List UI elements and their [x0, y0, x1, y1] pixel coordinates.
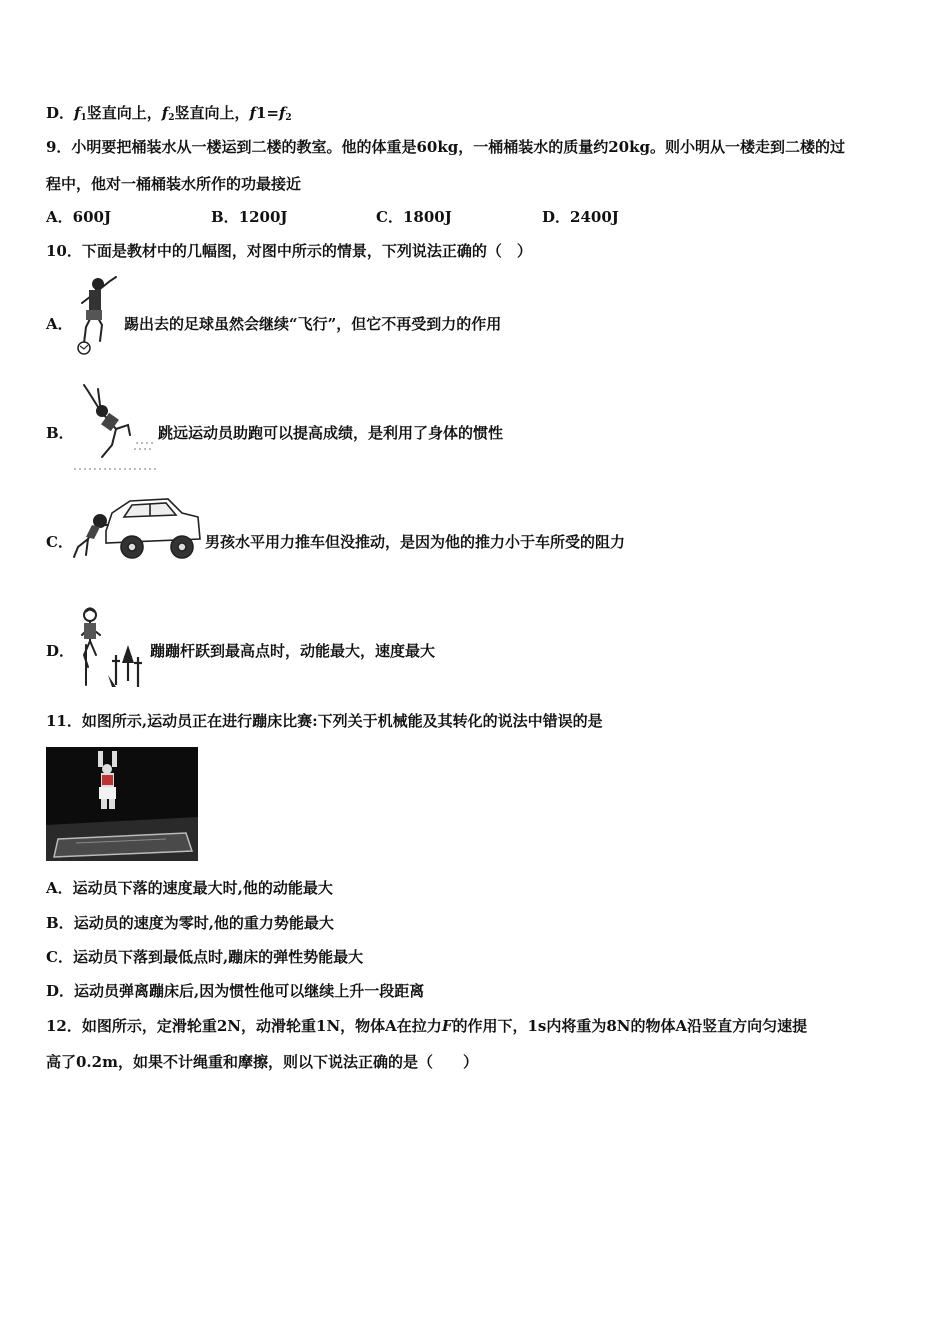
q10-stem: 10．下面是教材中的几幅图，对图中所示的情景，下列说法正确的（ ）	[46, 242, 532, 260]
q11-option-c: C．运动员下落到最低点时,蹦床的弹性势能最大	[46, 948, 364, 966]
q8-option-d: D．$f_1$竖直向上，$f_2$竖直向上，$f1=f_2$	[46, 104, 292, 123]
q11-stem: 11．如图所示,运动员正在进行蹦床比赛:下列关于机械能及其转化的说法中错误的是	[46, 712, 603, 730]
q12-stem-line2: 高了0.2m，如果不计绳重和摩擦，则以下说法正确的是（ ）	[46, 1053, 478, 1071]
trampoline-photo	[46, 747, 198, 861]
boy-pushing-car-figure	[72, 495, 204, 563]
q12-stem-line1: 12．如图所示，定滑轮重2N，动滑轮重1N，物体A在拉力F的作用下，1s内将重为8N的物体A沿竖直方向匀速提	[46, 1017, 808, 1035]
q9-stem-line1: 9．小明要把桶装水从一楼运到二楼的教室。他的体重是60kg，一桶桶装水的质量约20kg。则小明从一楼走到二楼的过	[46, 138, 845, 156]
q10-option-b-text: 跳远运动员助跑可以提高成绩，是利用了身体的惯性	[158, 424, 504, 442]
q10-option-c-text: 男孩水平用力推车但没推动，是因为他的推力小于车所受的阻力	[205, 533, 626, 551]
q11-option-a: A．运动员下落的速度最大时,他的动能最大	[46, 879, 333, 897]
soccer-kick-figure	[72, 275, 124, 355]
q10-option-a-label: A．	[46, 315, 73, 333]
q11-option-d: D．运动员弹离蹦床后,因为惯性他可以继续上升一段距离	[46, 982, 425, 1000]
q9-option-b: B．1200J	[211, 208, 288, 226]
q10-option-d-label: D．	[46, 642, 75, 660]
q10-option-a-text: 踢出去的足球虽然会继续“飞行”，但它不再受到力的作用	[124, 315, 502, 333]
q10-option-d-text: 蹦蹦杆跃到最高点时，动能最大，速度最大	[150, 642, 436, 660]
q9-option-d: D．2400J	[542, 208, 619, 226]
q9-option-c: C．1800J	[376, 208, 452, 226]
q11-option-b: B．运动员的速度为零时,他的重力势能最大	[46, 914, 334, 932]
long-jump-figure	[72, 383, 160, 473]
q9-option-a: A．600J	[46, 208, 112, 226]
pogo-stick-figure	[72, 605, 148, 689]
q9-stem-line2: 程中，他对一桶桶装水所作的功最接近	[46, 175, 302, 193]
q10-option-c-label: C．	[46, 533, 73, 551]
q10-option-b-label: B．	[46, 424, 74, 442]
